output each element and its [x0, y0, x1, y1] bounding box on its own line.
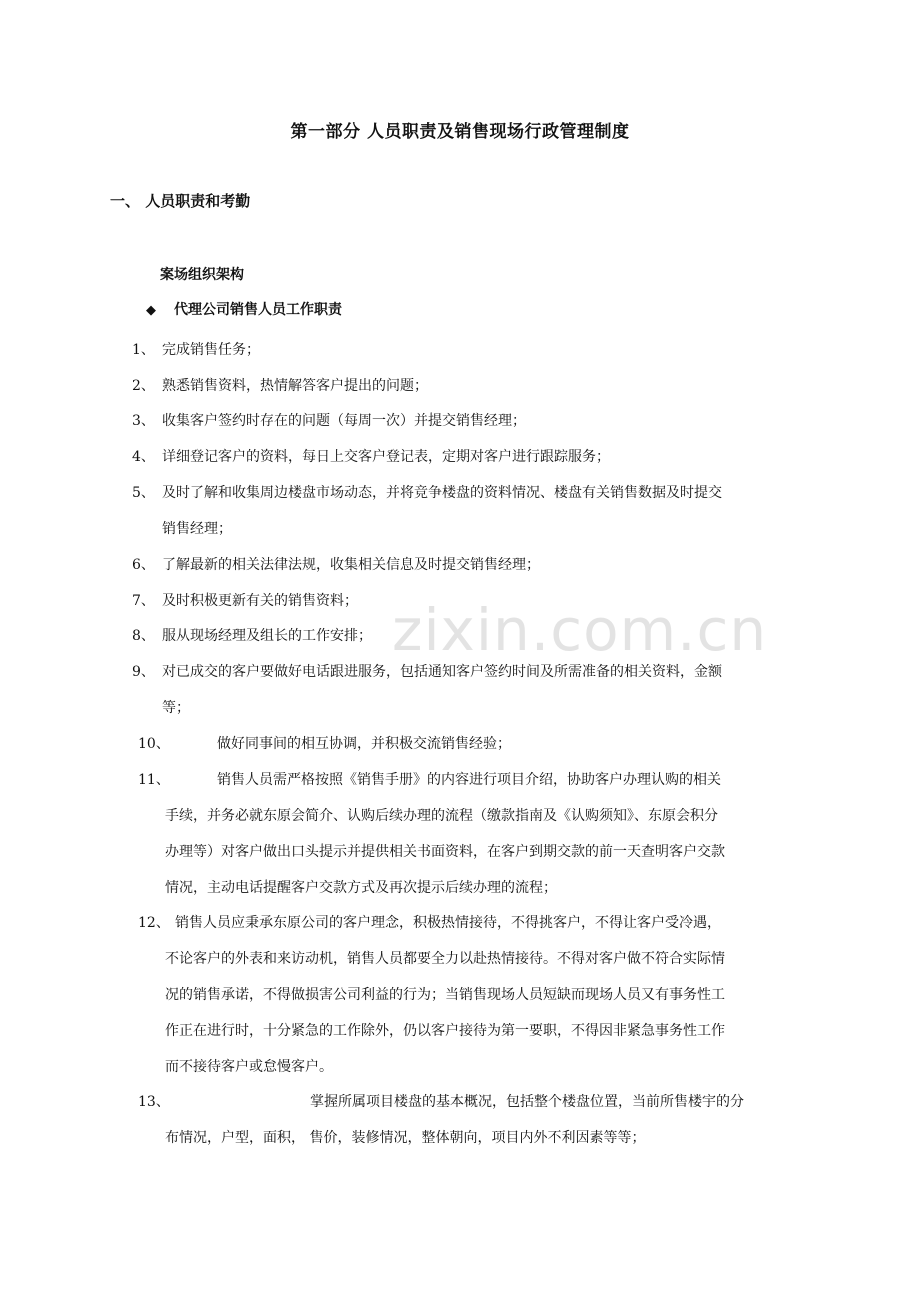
list-item-text-line: 不论客户的外表和来访动机，销售人员都要全力以赴热情接待。不得对客户做不符合实际情 — [165, 951, 725, 967]
list-item-text-line: 布情况，户型，面积， 售价，装修情况，整体朝向，项目内外不利因素等等； — [165, 1130, 646, 1146]
list-item-text-line: 及时了解和收集周边楼盘市场动态，并将竞争楼盘的资料情况、楼盘有关销售数据及时提交 — [162, 485, 722, 501]
list-item-text-line: 详细登记客户的资料，每日上交客户登记表，定期对客户进行跟踪服务； — [162, 449, 610, 465]
list-item-text-line: 完成销售任务； — [162, 342, 260, 358]
list-item-number: 2、 — [132, 378, 155, 394]
list-item-text-line: 掌握所属项目楼盘的基本概况，包括整个楼盘位置，当前所售楼宇的分 — [310, 1094, 744, 1110]
list-item-number: 8、 — [132, 628, 155, 644]
list-item-text-line: 销售经理； — [162, 521, 232, 537]
subheading: 案场组织架构 — [160, 267, 244, 283]
list-item-number: 12、 — [138, 915, 170, 931]
list-item-text-line: 情况，主动电话提醒客户交款方式及再次提示后续办理的流程； — [165, 880, 557, 896]
bullet-heading — [146, 299, 342, 319]
list-item-text-line: 了解最新的相关法律法规，收集相关信息及时提交销售经理； — [162, 557, 540, 573]
bullet-heading-text: 代理公司销售人员工作职责 — [174, 302, 342, 318]
diamond-bullet-icon: ◆ — [146, 303, 156, 318]
list-item-text-line: 手续，并务必就东原会简介、认购后续办理的流程（缴款指南及《认购须知》、东原会积分 — [165, 808, 718, 824]
page-title: 第一部分 人员职责及销售现场行政管理制度 — [290, 122, 630, 142]
watermark: zixin.com.cn — [392, 596, 768, 664]
list-item-number: 7、 — [132, 593, 155, 609]
list-item-number: 9、 — [132, 664, 155, 680]
list-item-number: 3、 — [132, 413, 155, 429]
list-item-text-line: 服从现场经理及组长的工作安排； — [162, 628, 372, 644]
list-item-text-line: 及时积极更新有关的销售资料； — [162, 593, 358, 609]
list-item-text-line: 熟悉销售资料，热情解答客户提出的问题； — [162, 378, 428, 394]
section-heading: 一、 人员职责和考勤 — [110, 192, 251, 210]
list-item-number: 11、 — [138, 772, 170, 788]
list-item-number: 10、 — [138, 736, 170, 752]
list-item-text-line: 办理等）对客户做出口头提示并提供相关书面资料，在客户到期交款的前一天查明客户交款 — [165, 844, 725, 860]
list-item-text-line: 对已成交的客户要做好电话跟进服务，包括通知客户签约时间及所需准备的相关资料，金额 — [162, 664, 722, 680]
list-item-number: 5、 — [132, 485, 155, 501]
list-item-number: 6、 — [132, 557, 155, 573]
list-item-text-line: 做好同事间的相互协调，并积极交流销售经验； — [217, 736, 511, 752]
list-item-number: 13、 — [138, 1094, 170, 1110]
list-item-number: 1、 — [132, 342, 155, 358]
list-item-text-line: 况的销售承诺，不得做损害公司利益的行为；当销售现场人员短缺而现场人员又有事务性工 — [165, 987, 725, 1003]
list-item-text-line: 销售人员应秉承东原公司的客户理念，积极热情接待，不得挑客户，不得让客户受冷遇， — [175, 915, 721, 931]
list-item-text-line: 销售人员需严格按照《销售手册》的内容进行项目介绍，协助客户办理认购的相关 — [217, 772, 721, 788]
list-item-text-line: 作正在进行时，十分紧急的工作除外，仍以客户接待为第一要职，不得因非紧急事务性工作 — [165, 1023, 725, 1039]
list-item-text-line: 等； — [162, 700, 190, 716]
list-item-text-line: 收集客户签约时存在的问题（每周一次）并提交销售经理； — [162, 413, 526, 429]
list-item-number: 4、 — [132, 449, 155, 465]
list-item-text-line: 而不接待客户或怠慢客户。 — [165, 1059, 333, 1075]
